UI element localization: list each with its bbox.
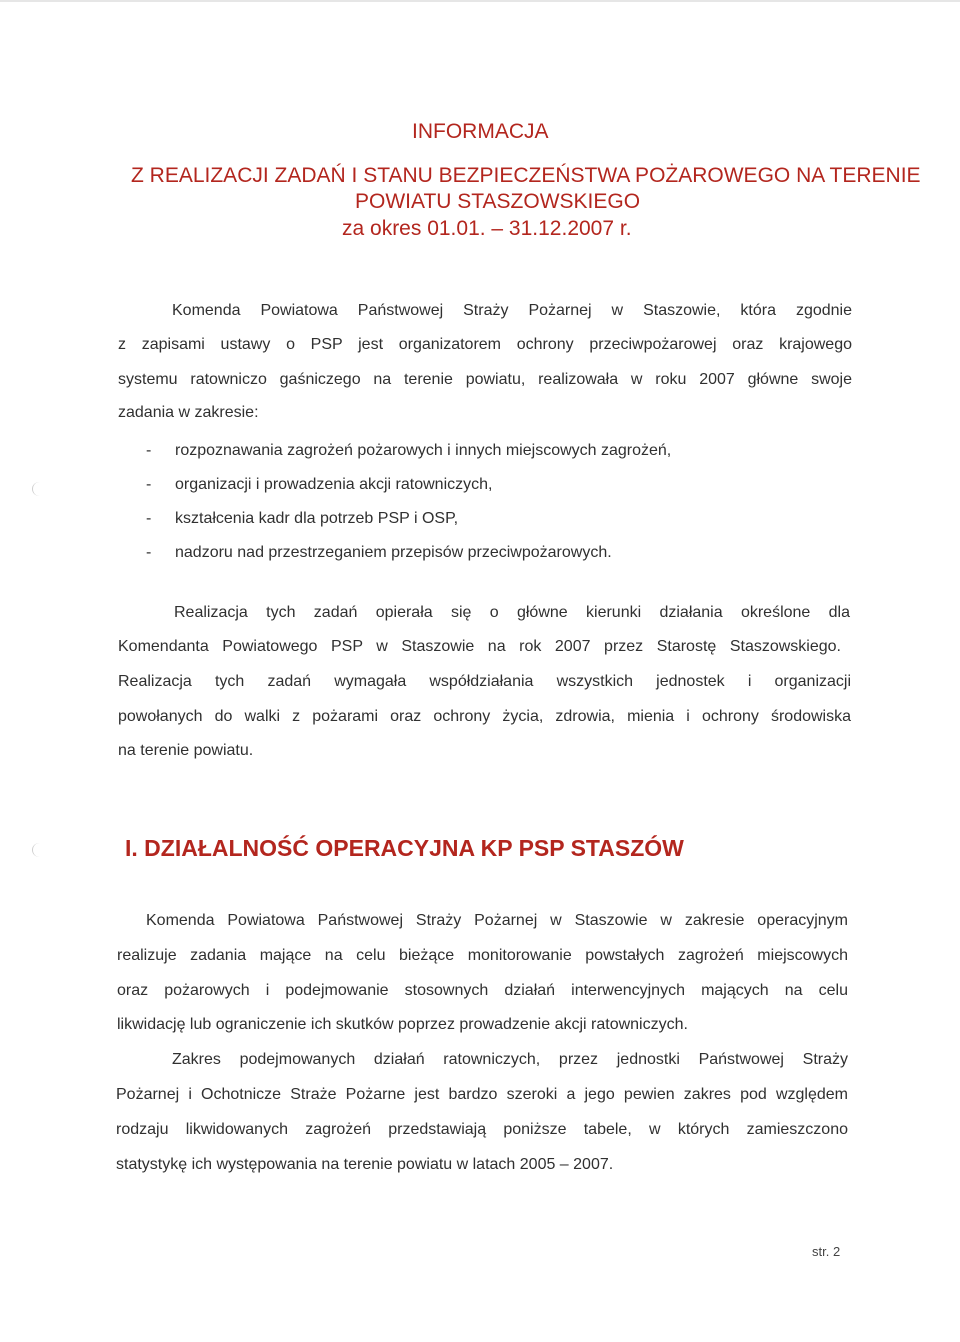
- bullet-item: organizacji i prowadzenia akcji ratowniczych,: [175, 476, 493, 493]
- bullet-item: nadzoru nad przestrzeganiem przepisów przeciwpożarowych.: [175, 544, 612, 561]
- bullet-marker: -: [146, 442, 152, 459]
- section-paragraph-line: Pożarnej i Ochotnicze Straże Pożarne jest bardzo szeroki a jego pewien zakres pod względem: [116, 1086, 848, 1103]
- bullet-marker: -: [146, 544, 152, 561]
- realization-line: powołanych do walki z pożarami oraz ochrony życia, zdrowia, mienia i ochrony środowiska: [118, 708, 851, 725]
- section-paragraph-line: realizuje zadania mające na celu bieżące monitorowanie powstałych zagrożeń miejscowych: [117, 947, 848, 964]
- document-title: INFORMACJA: [412, 120, 549, 143]
- realization-line: Komendanta Powiatowego PSP w Staszowie na rok 2007 przez Starostę Staszowskiego.: [118, 638, 841, 655]
- document-subtitle-county: POWIATU STASZOWSKIEGO: [355, 190, 641, 213]
- bullet-item: rozpoznawania zagrożeń pożarowych i innych miejscowych zagrożeń,: [175, 442, 672, 459]
- section-paragraph-line: Zakres podejmowanych działań ratowniczych, przez jednostki Państwowej Straży: [172, 1051, 848, 1068]
- intro-line: z zapisami ustawy o PSP jest organizatorem ochrony przeciwpożarowej oraz krajowego: [118, 336, 852, 353]
- bullet-item: kształcenia kadr dla potrzeb PSP i OSP,: [175, 510, 459, 527]
- page-number: str. 2: [812, 1244, 841, 1259]
- section-paragraph-line: rodzaju likwidowanych zagrożeń przedstawiają poniższe tabele, w których zamieszczono: [116, 1121, 848, 1138]
- realization-line: Realizacja tych zadań wymagała współdziałania wszystkich jednostek i organizacji: [118, 673, 851, 690]
- section-heading: I. DZIAŁALNOŚĆ OPERACYJNA KP PSP STASZÓW: [125, 835, 684, 861]
- document-period: za okres 01.01. – 31.12.2007 r.: [342, 217, 632, 240]
- section-paragraph-line: Komenda Powiatowa Państwowej Straży Pożarnej w Staszowie w zakresie operacyjnym: [146, 912, 848, 929]
- section-paragraph-line: oraz pożarowych i podejmowanie stosownych działań interwencyjnych mających na celu: [117, 982, 848, 999]
- section-paragraph-line: statystykę ich występowania na terenie powiatu w latach 2005 – 2007.: [116, 1156, 614, 1173]
- binder-hole-mark: [32, 482, 47, 496]
- bullet-marker: -: [146, 510, 152, 527]
- realization-line: na terenie powiatu.: [118, 742, 254, 759]
- binder-hole-mark: [32, 843, 47, 857]
- intro-line: Komenda Powiatowa Państwowej Straży Pożarnej w Staszowie, która zgodnie: [172, 302, 852, 319]
- bullet-marker: -: [146, 476, 152, 493]
- document-subtitle: Z REALIZACJI ZADAŃ I STANU BEZPIECZEŃSTWA POŻAROWEGO NA TERENIE: [131, 164, 921, 187]
- scan-edge: [0, 0, 960, 2]
- section-paragraph-line: likwidację lub ograniczenie ich skutków poprzez prowadzenie akcji ratowniczych.: [117, 1016, 688, 1033]
- intro-line: zadania w zakresie:: [118, 404, 259, 421]
- realization-line: Realizacja tych zadań opierała się o główne kierunki działania określone dla: [174, 604, 850, 621]
- intro-line: systemu ratowniczo gaśniczego na terenie powiatu, realizowała w roku 2007 główne swoje: [118, 371, 852, 388]
